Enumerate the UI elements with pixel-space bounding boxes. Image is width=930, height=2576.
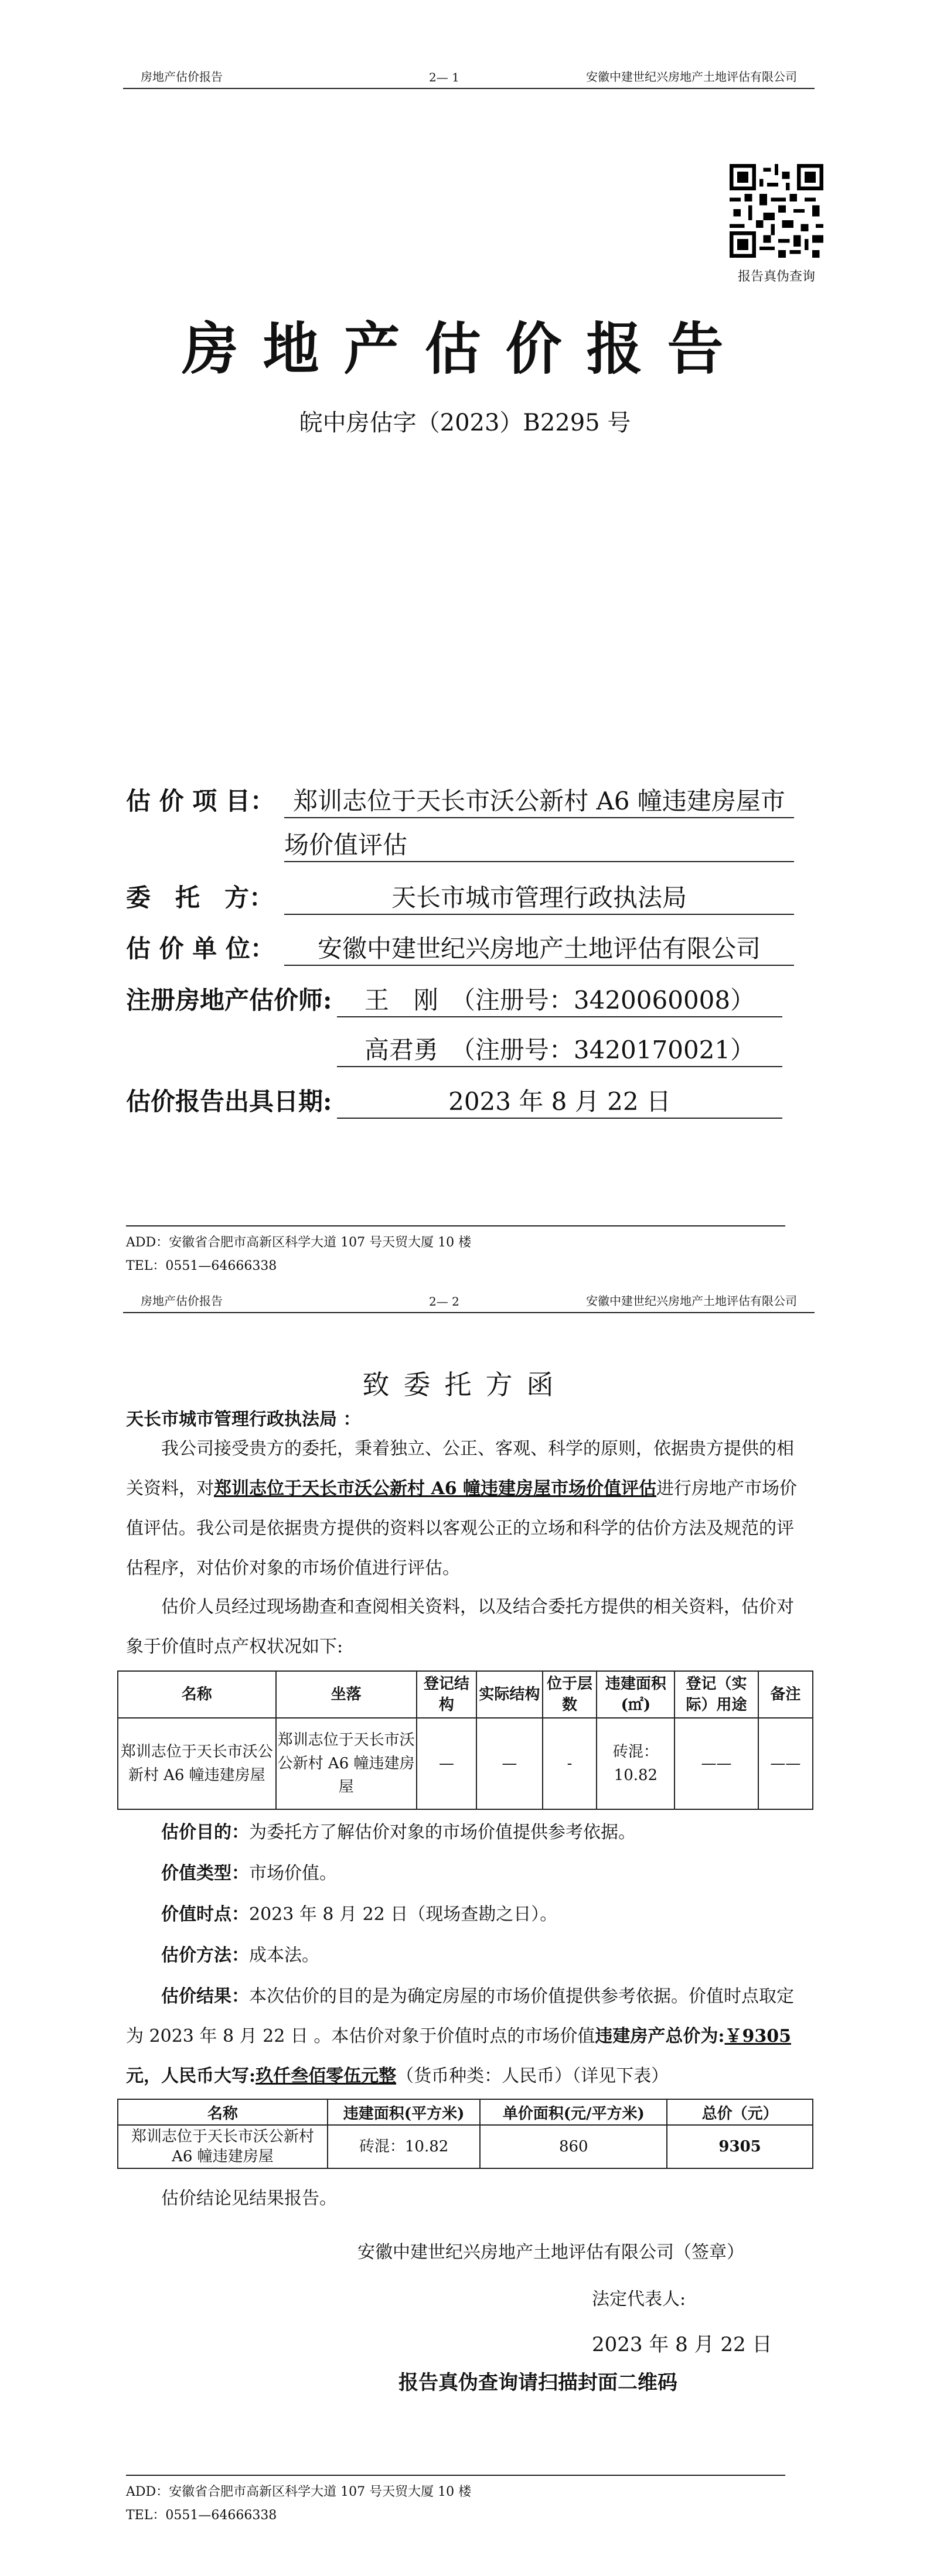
table-cell: 郑训志位于天长市沃公新村 A6 幢违建房屋 <box>276 1718 417 1809</box>
table-header-cell: 名称 <box>118 2099 328 2125</box>
method-label: 估价方法： <box>161 1945 249 1966</box>
footer-tel: TEL：0551—64666338 <box>126 2508 277 2523</box>
client-value: 天长市城市管理行政执法局 <box>284 879 794 915</box>
table-header-cell: 总价（元） <box>667 2099 813 2125</box>
result-amount-upper: 玖仟叁佰零伍元整 <box>256 2066 397 2086</box>
project-line2: 场价值评估 <box>284 826 794 862</box>
company-seal-line: 安徽中建世纪兴房地产土地评估有限公司（签章） <box>357 2242 744 2263</box>
value-date-label: 价值时点： <box>161 1904 249 1925</box>
result-text-b: 违建房产总价为: <box>595 2026 725 2047</box>
table-header-cell: 位于层数 <box>543 1671 597 1718</box>
table-cell: — <box>476 1718 542 1809</box>
header-left: 房地产估价报告 <box>141 1294 223 1308</box>
letter-paragraph-1 <box>126 1429 800 1588</box>
table-header-row <box>118 1671 813 1718</box>
client-label: 委 托 方： <box>126 883 274 912</box>
footer-address: ADD：安徽省合肥市高新区科学大道 107 号天贸大厦 10 楼 <box>126 1235 472 1250</box>
purpose-label: 估价目的： <box>161 1822 249 1843</box>
table-header-cell: 违建面积(平方米) <box>328 2099 480 2125</box>
result-label: 估价结果： <box>161 1986 249 2007</box>
valuer-2: 高君勇 （注册号：3420170021） <box>337 1031 782 1067</box>
purpose-line <box>126 1813 800 1853</box>
project-label: 估 价 项 目： <box>126 787 275 815</box>
page-footer <box>126 1225 785 1278</box>
table-header-cell: 坐落 <box>276 1671 417 1718</box>
p1-text-c: 进行房地产市场价值评估。我公司是依据贵方提供的资料以客观公正的立场和科学的估价方法及规范的评估程序，对估价对象的市场价值进行评估。 <box>126 1478 798 1579</box>
value-type-value: 市场价值。 <box>249 1863 337 1884</box>
valuer-1: 王 刚 （注册号：3420060008） <box>337 981 782 1017</box>
table-cell: 郑训志位于天长市沃公新村 A6 幢违建房屋 <box>118 1718 276 1809</box>
table-header-cell: 实际结构 <box>476 1671 542 1718</box>
table-cell: —— <box>674 1718 758 1809</box>
appraiser-org-value: 安徽中建世纪兴房地产土地评估有限公司 <box>284 930 794 966</box>
result-text-d: （货币种类：人民币）（详见下表） <box>396 2066 669 2086</box>
value-type-label: 价值类型： <box>161 1863 249 1884</box>
table-cell: - <box>543 1718 597 1809</box>
property-status-table <box>117 1670 813 1810</box>
qr-caption: 报告真伪查询 <box>737 269 815 284</box>
legal-representative: 法定代表人: <box>592 2289 686 2309</box>
letter-recipient: 天长市城市管理行政执法局 ： <box>126 1409 361 1430</box>
table-cell: 860 <box>480 2125 667 2168</box>
table-header-cell: 备注 <box>758 1671 813 1718</box>
footer-address: ADD：安徽省合肥市高新区科学大道 107 号天贸大厦 10 楼 <box>126 2485 472 2499</box>
table-header-cell: 登记结构 <box>417 1671 477 1718</box>
footer-tel: TEL：0551—64666338 <box>126 1259 277 1273</box>
table-header-row <box>118 2099 813 2125</box>
method-value: 成本法。 <box>249 1945 319 1966</box>
report-title: 房地产估价报告 <box>182 316 748 382</box>
table-header-cell: 登记（实际）用途 <box>674 1671 758 1718</box>
value-date-value: 2023 年 8 月 22 日（现场查勘之日）。 <box>249 1904 558 1925</box>
purpose-value: 为委托方了解估价对象的市场价值提供参考依据。 <box>249 1822 636 1843</box>
table-header-cell: 名称 <box>118 1671 276 1718</box>
result-paragraph <box>126 1977 800 2096</box>
report-reference-number: 皖中房估字（2023）B2295 号 <box>299 409 631 436</box>
result-text-c: 元，人民币大写: <box>126 2066 256 2086</box>
conclusion-line: 估价结论见结果报告。 <box>161 2188 337 2209</box>
table-header-cell: 违建面积(㎡) <box>597 1671 674 1718</box>
page-footer <box>126 2475 785 2527</box>
page-header <box>123 64 815 89</box>
letter-page <box>0 1289 930 2576</box>
result-amount: ￥9305 <box>724 2026 791 2047</box>
p1-text-a: 我公司接受贵方的委托，秉着独立、公正、客观、科学的原则，依据贵方提供的相关资料，对 <box>126 1439 794 1499</box>
value-type-line <box>126 1854 800 1894</box>
valuer-label: 注册房地产估价师: <box>126 986 332 1014</box>
letter-paragraph-2: 估价人员经过现场勘查和查阅相关资料，以及结合委托方提供的相关资料，估价对象于价值时点产权状况如下: <box>126 1597 794 1657</box>
header-right: 安徽中建世纪兴房地产土地评估有限公司 <box>586 70 797 84</box>
page-header <box>123 1289 815 1313</box>
appraiser-org-label: 估 价 单 位： <box>126 934 275 963</box>
signature-date: 2023 年 8 月 22 日 <box>592 2333 772 2356</box>
table-header-cell: 单价面积(元/平方米) <box>480 2099 667 2125</box>
table-cell: — <box>417 1718 477 1809</box>
date-value: 2023 年 8 月 22 日 <box>337 1082 782 1119</box>
result-text-a: 本次估价的目的是为确定房屋的市场价值提供参考依据。价值时点取定为 2023 年 8 月 22 日 。本估价对象于价值时点的市场价值 <box>126 1986 794 2047</box>
value-date-line <box>126 1895 800 1935</box>
date-label: 估价报告出具日期: <box>126 1087 332 1116</box>
header-page-number: 2— 1 <box>429 70 459 84</box>
method-line <box>126 1936 800 1976</box>
header-page-number: 2— 2 <box>429 1294 459 1309</box>
header-left: 房地产估价报告 <box>141 70 223 84</box>
table-cell: 9305 <box>667 2125 813 2168</box>
valuation-result-table <box>117 2099 813 2169</box>
table-row <box>118 2125 813 2168</box>
verify-note: 报告真伪查询请扫描封面二维码 <box>398 2371 677 2394</box>
project-line1: 郑训志位于天长市沃公新村 A6 幢违建房屋市 <box>284 782 794 818</box>
p1-project-name: 郑训志位于天长市沃公新村 A6 幢违建房屋市场价值评估 <box>214 1478 657 1499</box>
letter-title: 致委托方函 <box>362 1369 568 1400</box>
table-row <box>118 1718 813 1809</box>
table-cell: —— <box>758 1718 813 1809</box>
table-cell: 砖混：10.82 <box>597 1718 674 1809</box>
table-cell: 郑训志位于天长市沃公新村 A6 幢违建房屋 <box>118 2125 328 2168</box>
table-cell: 砖混：10.82 <box>328 2125 480 2168</box>
qr-code-icon[interactable] <box>730 164 823 258</box>
header-right: 安徽中建世纪兴房地产土地评估有限公司 <box>586 1294 797 1308</box>
